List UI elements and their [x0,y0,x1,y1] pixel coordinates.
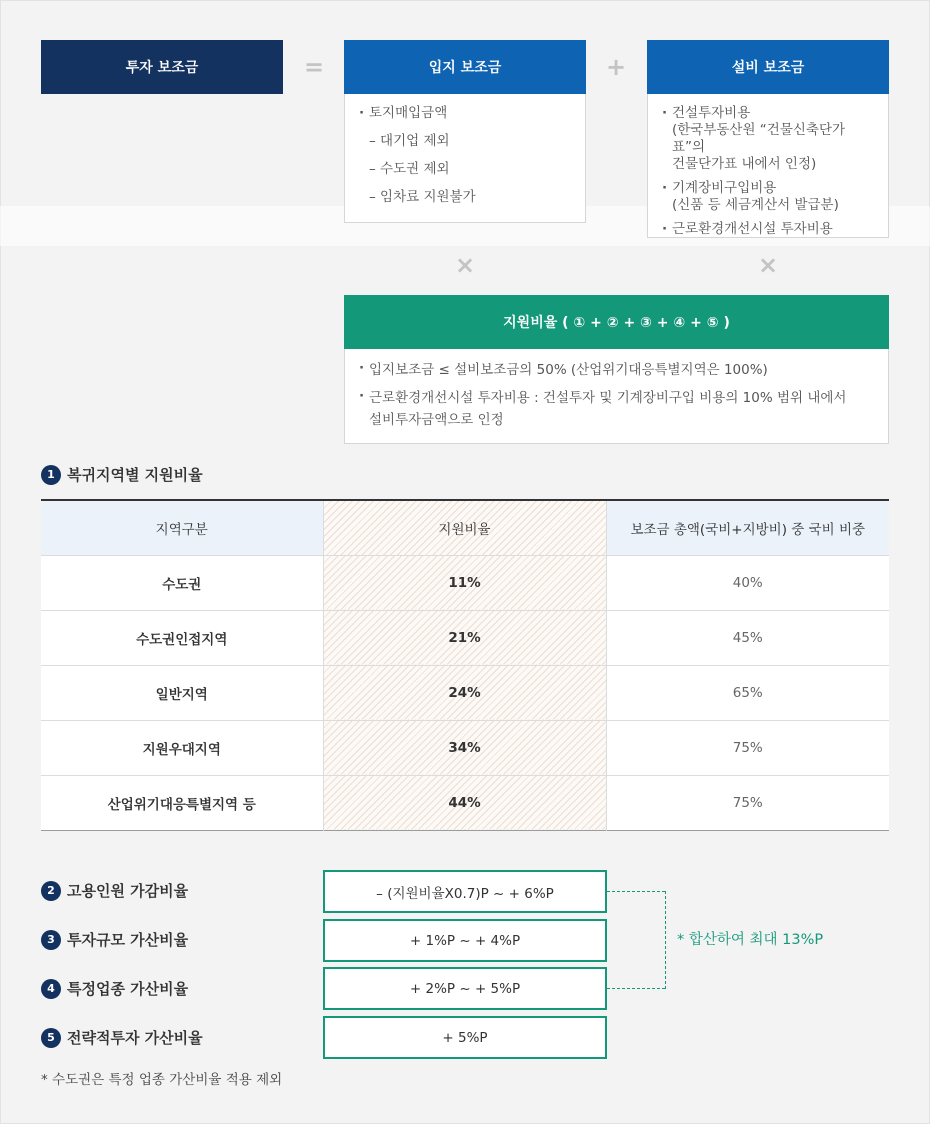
rate-cell: 21% [323,610,606,665]
adjustment-value-box-5 [323,1016,607,1059]
support-rate-box [344,349,889,444]
facility-subsidy-box [647,94,889,238]
rate-cell: 44% [323,775,606,830]
region-cell: 지원우대지역 [41,720,323,775]
table-row [41,665,889,720]
region-cell: 수도권인접지역 [41,610,323,665]
facility-item-title: · 건설투자비용 [672,105,751,121]
rate-cell: 24% [323,665,606,720]
adjustment-value: – (지원비율X0.7)P ~ + 6%P [376,885,554,902]
bracket-top-line [607,891,665,892]
location-subsidy-label: 입지 보조금 [428,60,502,76]
share-cell: 75% [606,720,889,775]
adjustment-value: + 1%P ~ + 4%P [409,932,521,949]
location-sub-item: – 대기업 제외 [369,133,450,149]
facility-item [662,179,874,214]
adjustment-value-box-4 [323,967,607,1010]
support-rate-note [359,387,874,431]
bracket-bottom-line [607,988,665,989]
facility-item-detail: (한국부동산원 “건물신축단가표”의 [672,122,846,155]
share-cell: 45% [606,610,889,665]
support-rate-label: 지원비율 ( ① + ② + ③ + ④ + ⑤ ) [503,315,730,331]
rate-cell: 11% [323,555,606,610]
rate-cell: 34% [323,720,606,775]
facility-item [662,104,874,173]
adjustment-title-4 [41,978,188,999]
support-rate-header [344,295,889,349]
column-header: 지역구분 [41,500,323,555]
region-cell: 일반지역 [41,665,323,720]
section-1-title [41,464,203,485]
combined-max-note: * 합산하여 최대 13%P [677,932,824,948]
support-rate-note [359,359,874,381]
plus-sign: + [605,53,627,81]
section-title-text: 복귀지역별 지원비율 [67,466,203,484]
adjustment-title-5 [41,1027,203,1048]
section-number-badge: 4 [41,979,61,999]
section-number-badge: 5 [41,1028,61,1048]
column-header: 지원비율 [323,500,606,555]
adjustment-title-3 [41,929,188,950]
table-header-row [41,500,889,555]
share-cell: 75% [606,775,889,830]
regional-rate-table [41,499,889,831]
adjustment-title-text: 투자규모 가산비율 [67,931,189,949]
support-rate-note-line: · 입지보조금 ≤ 설비보조금의 50% (산업위기대응특별지역은 100%) [369,362,768,378]
facility-item-detail: (신품 등 세금계산서 발급분) [672,197,839,213]
table-row [41,555,889,610]
table-row [41,775,889,830]
facility-subsidy-label: 설비 보조금 [731,60,805,76]
location-subsidy-box [344,94,586,223]
share-cell: 65% [606,665,889,720]
section-number-badge: 3 [41,930,61,950]
share-cell: 40% [606,555,889,610]
region-cell: 산업위기대응특별지역 등 [41,775,323,830]
section-number-badge: 1 [41,465,61,485]
facility-subsidy-header [647,40,889,94]
investment-subsidy-header [41,40,283,94]
support-rate-note-line: 설비투자금액으로 인정 [369,412,504,428]
facility-item-title: · 근로환경개선시설 투자비용 [672,221,833,237]
adjustment-title-text: 전략적투자 가산비율 [67,1029,203,1047]
adjustment-value-box-2 [323,870,607,913]
adjustment-title-text: 고용인원 가감비율 [67,882,189,900]
equals-sign: = [303,53,325,81]
adjustment-value-box-3 [323,919,607,962]
section-number-badge: 2 [41,881,61,901]
footnote: * 수도권은 특정 업종 가산비율 적용 제외 [41,1072,283,1088]
facility-item-detail: 건물단가표 내에서 인정) [672,156,817,172]
location-sub-item: – 임차료 지원불가 [369,189,476,205]
location-sub-item: – 수도권 제외 [369,161,450,177]
table-row [41,610,889,665]
multiply-sign-right: × [757,251,779,279]
support-rate-note-line: · 근로환경개선시설 투자비용 : 건설투자 및 기계장비구입 비용의 10% 범위 내에서 [369,390,847,406]
multiply-sign-left: × [454,251,476,279]
adjustment-value: + 2%P ~ + 5%P [409,980,521,997]
adjustment-title-2 [41,880,188,901]
table-row [41,720,889,775]
adjustment-title-text: 특정업종 가산비율 [67,980,189,998]
location-subsidy-header [344,40,586,94]
investment-subsidy-label: 투자 보조금 [125,60,199,76]
facility-item [662,220,874,238]
region-cell: 수도권 [41,555,323,610]
bracket-vertical-line [665,891,666,989]
facility-item-title: · 기계장비구입비용 [672,180,777,196]
column-header: 보조금 총액(국비+지방비) 중 국비 비중 [606,500,889,555]
adjustment-value: + 5%P [442,1029,488,1046]
location-item: · 토지매입금액 [359,104,571,122]
